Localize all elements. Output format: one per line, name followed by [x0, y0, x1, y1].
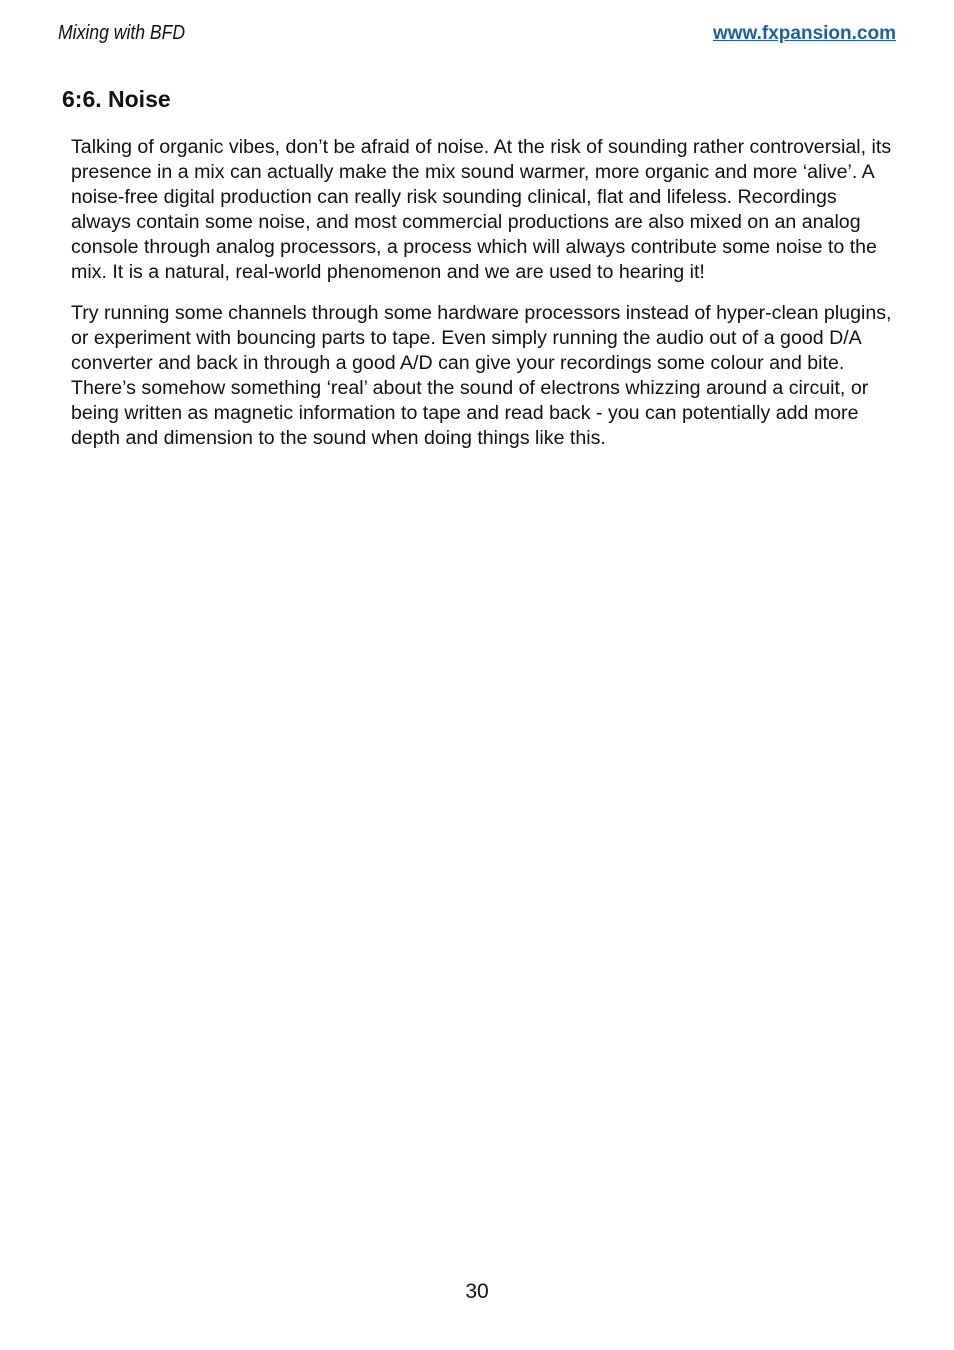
section-body [71, 135, 899, 467]
website-link[interactable]: www.fxpansion.com [713, 23, 896, 44]
paragraph-1: Talking of organic vibes, don’t be afraid of noise. At the risk of sounding rather controversial, its presence in a mix can actually make the mix sound warmer, more organic and more ‘alive’. A noise-free digital production can really risk sounding clinical, flat and lifeless. Recordings always contain some noise, and most commercial productions are also mixed on an analog console through analog processors, a process which will always contribute some noise to the mix. It is a natural, real-world phenomenon and we are used to hearing it! [71, 136, 892, 283]
running-title: Mixing with BFD [58, 22, 186, 44]
page-number: 30 [465, 1280, 489, 1303]
section-heading: 6:6. Noise [62, 86, 171, 112]
paragraph-2: Try running some channels through some hardware processors instead of hyper-clean plugins, or experiment with bouncing parts to tape. Even simply running the audio out of a good D/A converter and back in through a good A/D can give your recordings some colour and bite. There’s somehow something ‘real’ about the sound of electrons whizzing around a circuit, or being written as magnetic information to tape and read back - you can potentially add more depth and dimension to the sound when doing things like this. [71, 302, 892, 449]
